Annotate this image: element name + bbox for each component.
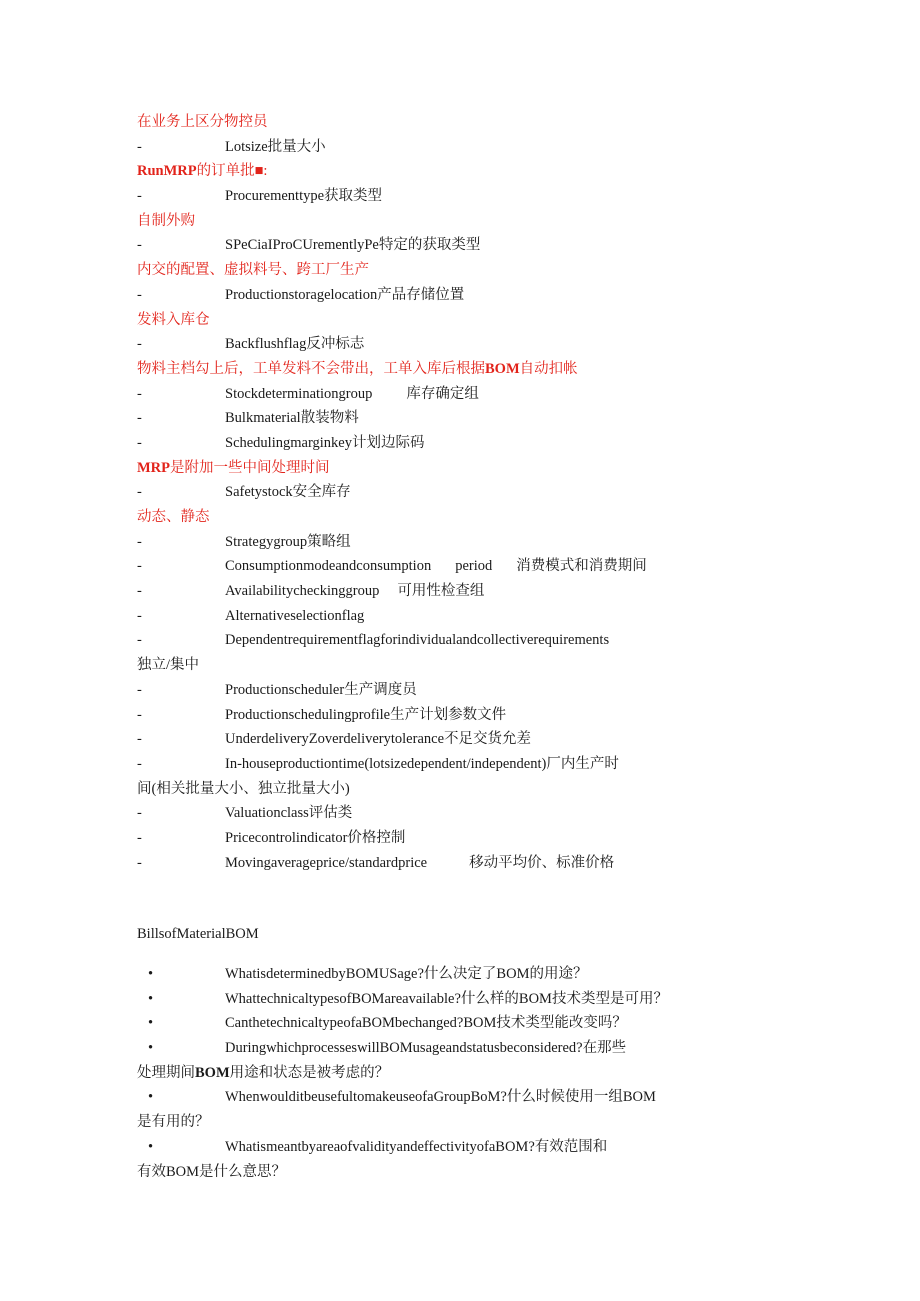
line-text: CanthetechnicaltypeofaBOMbechanged?BOM技术类型能改变吗？ — [225, 1015, 627, 1032]
mrp-item — [137, 406, 837, 431]
mrp-item — [137, 382, 837, 407]
dash-marker: - — [137, 583, 142, 600]
line-text: Alternativeselectionflag — [225, 607, 365, 624]
mrp-item — [137, 826, 837, 851]
line-text: Strategygroup策略组 — [225, 533, 351, 550]
mrp-note — [137, 308, 837, 333]
dash-marker: - — [137, 533, 142, 550]
text-run: BOM — [195, 1064, 230, 1081]
mrp-item — [137, 579, 837, 604]
line-text: WhenwoulditbeusefultomakeuseofaGroupBoM?什么时候使用一组BOM — [225, 1089, 656, 1106]
mrp-field-list — [137, 110, 837, 875]
line-text: 自制外购 — [137, 212, 195, 229]
line-text: Valuationclass评估类 — [225, 805, 353, 822]
line-text: Safetystock安全库存 — [225, 484, 351, 501]
bom-continuation — [137, 1160, 837, 1185]
bom-continuation — [137, 1110, 837, 1135]
bullet-marker: • — [148, 1089, 154, 1106]
line-text: 是有用的？ — [137, 1114, 210, 1131]
line-text: Pricecontrolindicator价格控制 — [225, 829, 406, 846]
mrp-note — [137, 110, 837, 135]
mrp-note — [137, 159, 837, 184]
mrp-item — [137, 604, 837, 629]
line-text: Backflushflag反冲标志 — [225, 336, 365, 353]
line-text: WhattechnicaltypesofBOMareavailable?什么样的BOM技术类型是可用？ — [225, 990, 668, 1007]
dash-marker: - — [137, 829, 142, 846]
bom-item — [137, 1036, 837, 1061]
mrp-note — [137, 209, 837, 234]
mrp-item — [137, 530, 837, 555]
mrp-item — [137, 135, 837, 160]
mrp-item — [137, 628, 837, 653]
line-text: Lotsize批量大小 — [225, 138, 326, 155]
line-text: Procurementtype获取类型 — [225, 188, 383, 205]
line-text: Stockdeterminationgroup — [225, 385, 373, 402]
dash-marker: - — [137, 237, 142, 254]
mrp-note — [137, 258, 837, 283]
mrp-continuation — [137, 777, 837, 802]
text-run: RunMRP — [137, 163, 197, 180]
dash-marker: - — [137, 681, 142, 698]
mrp-item — [137, 703, 837, 728]
mrp-item — [137, 727, 837, 752]
bom-item — [137, 987, 837, 1012]
dash-marker: - — [137, 484, 142, 501]
line-text-extra: 消费模式和消费期间 — [516, 558, 647, 575]
mrp-item — [137, 554, 837, 579]
line-text: WhatisdeterminedbyBOMUSage?什么决定了BOM的用途？ — [225, 966, 588, 982]
mrp-item — [137, 431, 837, 456]
mrp-note — [137, 456, 837, 481]
bom-section-title: BillsofMaterialBOM — [137, 926, 259, 943]
dash-marker: - — [137, 188, 142, 205]
dash-marker: - — [137, 632, 142, 649]
mrp-item — [137, 480, 837, 505]
text-run: MRP — [137, 459, 171, 476]
line-text-extra: 可用性检查组 — [397, 583, 485, 600]
dash-marker: - — [137, 336, 142, 353]
line-text-extra: period — [455, 558, 493, 575]
line-text: Movingaverageprice/standardprice — [225, 854, 428, 871]
mrp-item — [137, 851, 837, 876]
dash-marker: - — [137, 706, 142, 723]
line-text: DuringwhichprocesseswillBOMusageandstatusbeconsidered?在那些 — [225, 1040, 627, 1057]
bullet-marker: • — [148, 990, 154, 1007]
dash-marker: - — [137, 607, 142, 624]
dash-marker: - — [137, 558, 142, 575]
line-text: 有效BOM是什么意思？ — [137, 1163, 287, 1180]
mrp-item — [137, 184, 837, 209]
line-text: In-houseproductiontime(lotsizedependent/independent)厂内生产时 — [225, 755, 619, 772]
mrp-item — [137, 752, 837, 777]
line-text: 发料入库仓 — [137, 311, 210, 328]
bullet-marker: • — [148, 1138, 154, 1155]
dash-marker: - — [137, 854, 142, 871]
mrp-item — [137, 283, 837, 308]
dash-marker: - — [137, 138, 142, 155]
mrp-continuation — [137, 653, 837, 678]
text-run: 的订单批■: — [196, 163, 268, 180]
document-page — [137, 110, 837, 1184]
line-text: Availabilitycheckinggroup — [225, 583, 380, 600]
line-text: 间(相关批量大小、独立批量大小) — [137, 780, 350, 797]
text-run: BOM — [485, 360, 520, 377]
text-run: 自动扣帐 — [519, 360, 578, 377]
bom-item — [137, 1135, 837, 1160]
dash-marker: - — [137, 385, 142, 402]
dash-marker: - — [137, 286, 142, 303]
bom-question-list — [137, 962, 837, 1184]
line-text: SPeCiaIProCUrementlyPe特定的获取类型 — [225, 237, 481, 254]
bom-continuation — [137, 1061, 837, 1086]
line-text: Productionscheduler生产调度员 — [225, 681, 417, 698]
bullet-marker: • — [148, 1015, 154, 1032]
text-run: 是附加一些中间处理时间 — [170, 459, 330, 476]
line-text: Dependentrequirementflagforindividualandcollectiverequirements — [225, 632, 610, 649]
line-text-extra: 移动平均价、标准价格 — [469, 854, 615, 871]
bom-item — [137, 962, 837, 987]
mrp-note — [137, 357, 837, 382]
text-run: 物料主档勾上后，工单发料不会带出，工单入库后根据 — [137, 360, 485, 377]
dash-marker: - — [137, 755, 142, 772]
dash-marker: - — [137, 410, 142, 427]
line-text: UnderdeliveryZoverdeliverytolerance不足交货允差 — [225, 731, 532, 748]
mrp-item — [137, 678, 837, 703]
text-run: 用途和状态是被考虑的？ — [229, 1064, 390, 1081]
bom-item — [137, 1011, 837, 1036]
line-text: Productionschedulingprofile生产计划参数文件 — [225, 706, 507, 723]
mrp-note — [137, 505, 837, 530]
line-text: Productionstoragelocation产品存储位置 — [225, 286, 465, 303]
line-text: Bulkmaterial散装物料 — [225, 410, 359, 427]
line-text: WhatismeantbyareaofvalidityandeffectivityofaBOM?有效范围和 — [225, 1138, 608, 1155]
line-text: 动态、静态 — [137, 509, 210, 525]
line-text: Consumptionmodeandconsumption — [225, 558, 432, 575]
line-text: 在业务上区分物控员 — [137, 114, 268, 130]
line-text: 独立/集中 — [137, 657, 200, 674]
bullet-marker: • — [148, 966, 154, 982]
mrp-item — [137, 332, 837, 357]
line-text: Schedulingmarginkey计划边际码 — [225, 434, 425, 451]
mrp-item — [137, 801, 837, 826]
line-text-extra: 库存确定组 — [406, 385, 479, 402]
mrp-item — [137, 233, 837, 258]
bullet-marker: • — [148, 1040, 154, 1057]
bom-item — [137, 1085, 837, 1110]
text-run: 处理期间 — [137, 1064, 195, 1081]
dash-marker: - — [137, 434, 142, 451]
dash-marker: - — [137, 731, 142, 748]
dash-marker: - — [137, 805, 142, 822]
line-text: 内交的配置、虚拟料号、跨工厂生产 — [137, 262, 369, 279]
